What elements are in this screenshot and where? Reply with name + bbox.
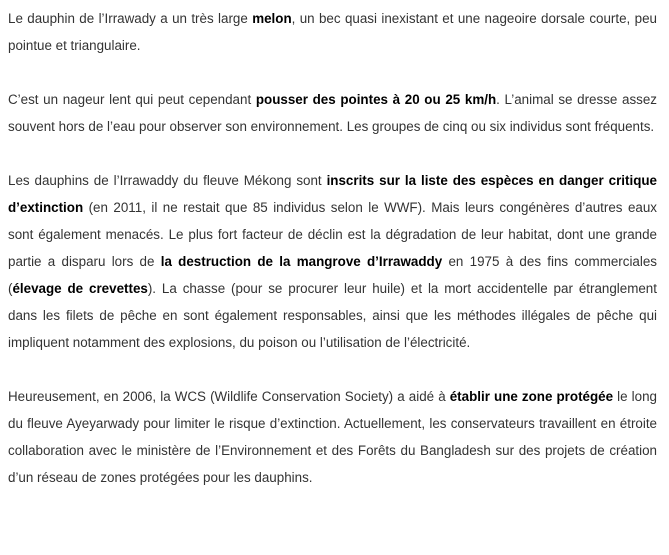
text-segment: (en 2011, il ne restait que 85 individus selon le WWF). Mais leurs congénères d’autres eaux sont également menacés. Le plus fort facteur de déclin est la dégradation de leur habitat, dont une grande partie a disparu lors de	[8, 200, 657, 269]
bold-highlight: melon	[252, 11, 292, 26]
text-segment: Le dauphin de l’Irrawady a un très large	[8, 11, 253, 26]
bold-highlight: la destruction de la mangrove d’Irrawaddy	[160, 254, 443, 269]
text-segment: , un bec quasi inexistant et une nageoire dorsale courte, peu pointue et triangulaire.	[8, 11, 657, 53]
text-segment: le long du fleuve Ayeyarwady pour limiter le risque d’extinction. Actuellement, les conservateurs travaillent en étroite collaboration avec le ministère de l’Environnement et des Forêts du Bangladesh sur des projets de création d’un réseau de zones protégées pour les dauphins.	[8, 389, 657, 485]
text-segment: Les dauphins de l’Irrawaddy du fleuve Mékong sont	[8, 173, 327, 188]
bold-highlight: établir une zone protégée	[449, 389, 614, 404]
bold-highlight: élevage de crevettes	[12, 281, 148, 296]
text-segment: . L’animal se dresse assez souvent hors de l’eau pour observer son environnement. Les groupes de cinq ou six individus sont fréquents.	[8, 92, 657, 134]
paragraph-description	[8, 5, 657, 59]
bold-highlight: inscrits sur la liste des espèces en danger critique d’extinction	[8, 173, 657, 215]
paragraph-conservation	[8, 383, 657, 491]
page-scrollbar[interactable]	[663, 0, 669, 555]
article-body	[8, 0, 657, 518]
text-segment: en 1975 à des fins commerciales (	[8, 254, 657, 296]
bold-highlight: pousser des pointes à 20 ou 25 km/h	[255, 92, 497, 107]
text-segment: Heureusement, en 2006, la WCS (Wildlife Conservation Society) a aidé à	[8, 389, 450, 404]
text-segment: C’est un nageur lent qui peut cependant	[8, 92, 256, 107]
text-segment: ). La chasse (pour se procurer leur huile) et la mort accidentelle par étranglement dans les filets de pêche en sont également responsables, ainsi que les méthodes illégales de pêche qui impliquent notamment des explosions, du poison ou l’utilisation de l’électricité.	[8, 281, 657, 350]
paragraph-threats	[8, 167, 657, 356]
paragraph-behaviour	[8, 86, 657, 140]
